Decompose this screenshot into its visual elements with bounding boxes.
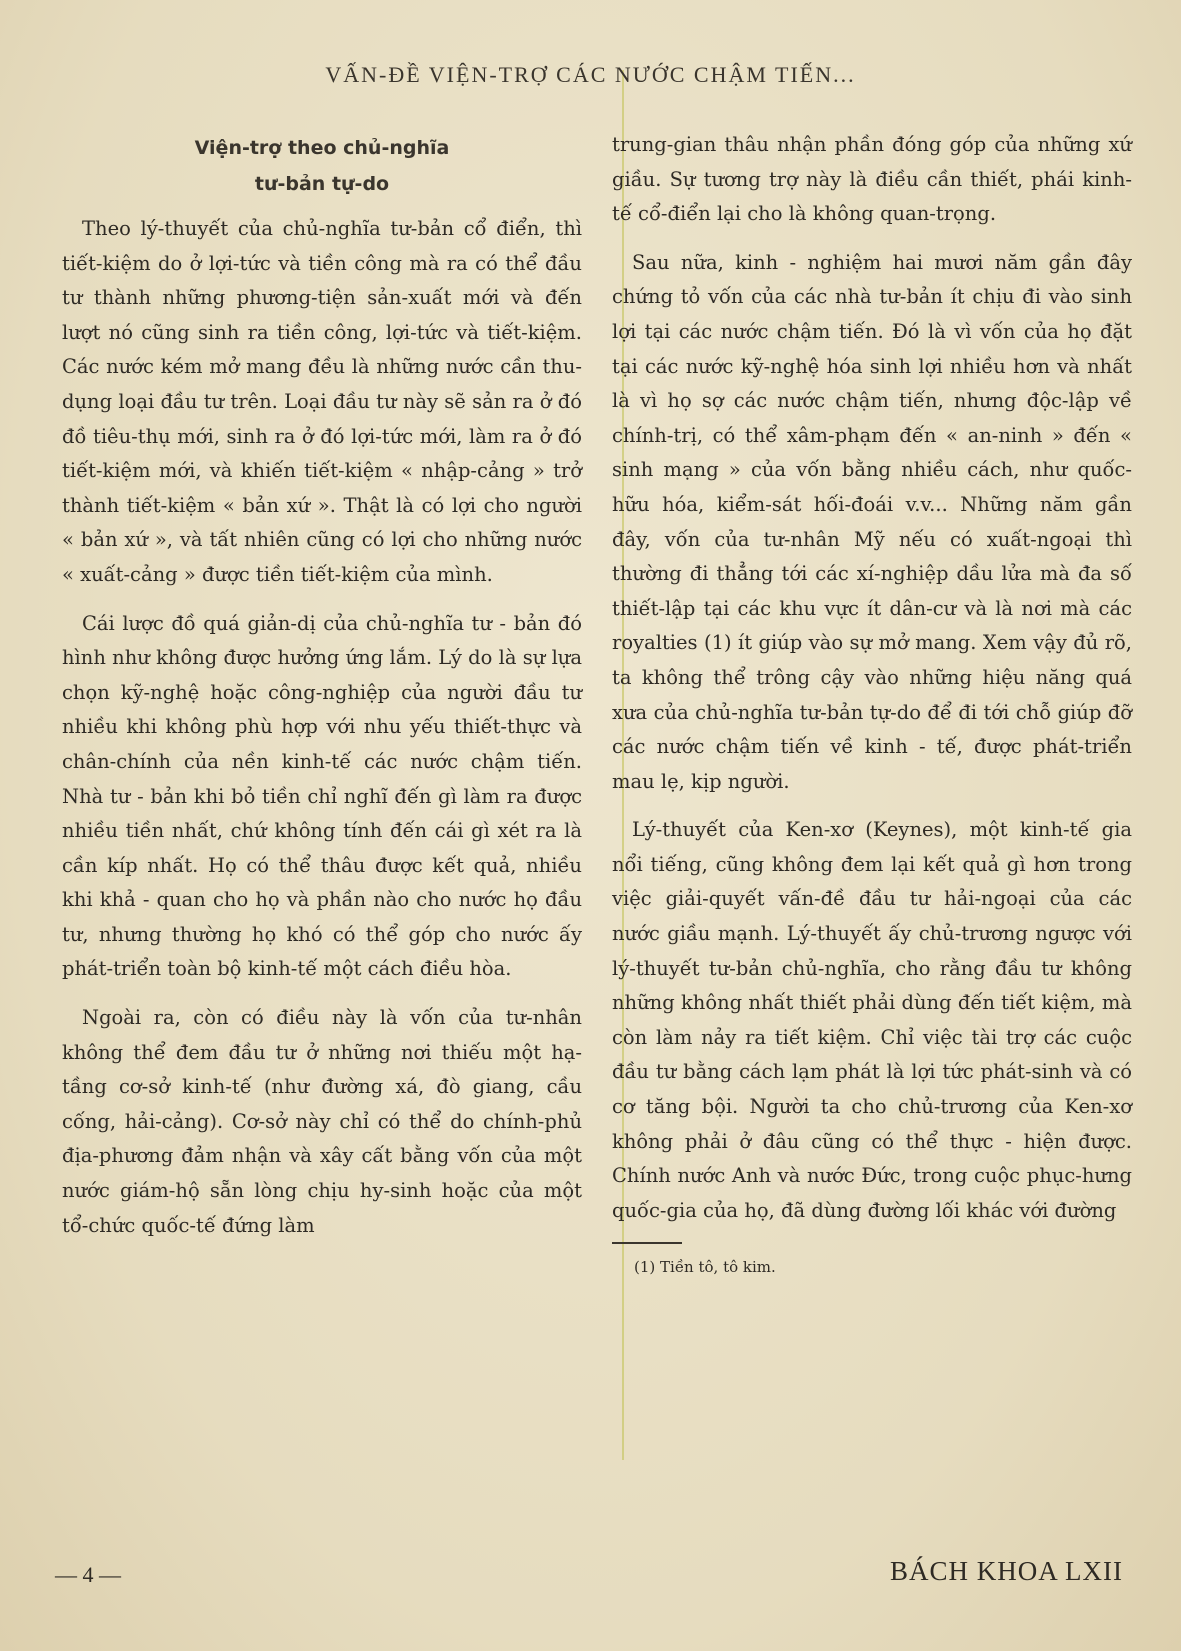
left-column [62, 130, 582, 1257]
section-title [62, 130, 582, 202]
footnote: (1) Tiền tô, tô kim. [634, 1258, 776, 1277]
paragraph: trung-gian thâu nhận phần đóng góp của những xứ giầu. Sự tương trợ này là điều cần thiết, phái kinh-tế cổ-điển lại cho là không quan-trọng. [612, 133, 1132, 226]
running-title: VẤN-ĐỀ VIỆN-TRỢ CÁC NƯỚC CHẬM TIẾN... [325, 62, 856, 87]
right-column [612, 128, 1132, 1278]
paragraph: Theo lý-thuyết của chủ-nghĩa tư-bản cổ điển, thì tiết-kiệm do ở lợi-tức và tiền công mà ra có thể đầu tư thành những phương-tiện sản-xuất mới và đến lượt nó cũng sinh ra tiền công, lợi-tức và tiết-kiệm. Các nước kém mở mang đều là những nước cần thu-dụng loại đầu tư trên. Loại đầu tư này sẽ sản ra ở đó đồ tiêu-thụ mới, sinh ra ở đó lợi-tức mới, làm ra ở đó tiết-kiệm mới, và khiến tiết-kiệm « nhập-cảng » trở thành tiết-kiệm « bản xứ ». Thật là có lợi cho người « bản xứ », và tất nhiên cũng có lợi cho những nước « xuất-cảng » được tiền tiết-kiệm của mình. [62, 217, 582, 586]
section-title-line-2: tư-bản tự-do [254, 173, 390, 195]
page-number: — 4 — [55, 1562, 121, 1587]
journal-issue: BÁCH KHOA LXII [890, 1556, 1123, 1586]
paragraph: Sau nữa, kinh - nghiệm hai mươi năm gần đây chứng tỏ vốn của các nhà tư-bản ít chịu đi vào sinh lợi tại các nước chậm tiến. Đó là vì vốn của họ đặt tại các nước kỹ-nghệ hóa sinh lợi nhiều hơn và nhất là vì họ sợ các nước chậm tiến, nhưng độc-lập về chính-trị, có thể xâm-phạm đến « an-ninh » đến « sinh mạng » của vốn bằng nhiều cách, như quốc-hữu hóa, kiểm-sát hối-đoái v.v... Những năm gần đây, vốn của tư-nhân Mỹ nếu có xuất-ngoại thì thường đi thẳng tới các xí-nghiệp dầu lửa mà đa số thiết-lập tại các khu vực ít dân-cư và là nơi mà các royalties (1) ít giúp vào sự mở mang. Xem vậy đủ rõ, ta không thể trông cậy vào những hiệu năng quá xưa của chủ-nghĩa tư-bản tự-do để đi tới chỗ giúp đỡ các nước chậm tiến về kinh - tế, được phát-triển mau lẹ, kịp người. [612, 250, 1132, 793]
paragraph: Ngoài ra, còn có điều này là vốn của tư-nhân không thể đem đầu tư ở những nơi thiếu một hạ-tầng cơ-sở kinh-tế (như đường xá, đò giang, cầu cống, hải-cảng). Cơ-sở này chỉ có thể do chính-phủ địa-phương đảm nhận và xây cất bằng vốn của một nước giám-hộ sẵn lòng chịu hy-sinh hoặc của một tổ-chức quốc-tế đứng làm [62, 1006, 582, 1237]
paragraph: Cái lược đồ quá giản-dị của chủ-nghĩa tư - bản đó hình như không được hưởng ứng lắm. Lý do là sự lựa chọn kỹ-nghệ hoặc công-nghiệp của người đầu tư nhiều khi không phù hợp với nhu yếu thiết-thực và chân-chính của nền kinh-tế các nước chậm tiến. Nhà tư - bản khi bỏ tiền chỉ nghĩ đến gì làm ra được nhiều tiền nhất, chứ không tính đến cái gì xét ra là cần kíp nhất. Họ có thể thâu được kết quả, nhiều khi khả - quan cho họ và phần nào cho nước họ đầu tư, nhưng thường họ khó có thể góp cho nước ấy phát-triển toàn bộ kinh-tế một cách điều hòa. [62, 611, 582, 981]
paragraph: Lý-thuyết của Ken-xơ (Keynes), một kinh-tế gia nổi tiếng, cũng không đem lại kết quả gì hơn trong việc giải-quyết vấn-đề đầu tư hải-ngoại của các nước giầu mạnh. Lý-thuyết ấy chủ-trương ngược với lý-thuyết tư-bản chủ-nghĩa, cho rằng đầu tư không những không nhất thiết phải dùng đến tiết kiệm, mà còn làm nảy ra tiết kiệm. Chỉ việc tài trợ các cuộc đầu tư bằng cách lạm phát là lợi tức phát-sinh và có cơ tăng bội. Người ta cho chủ-trương của Ken-xơ không phải ở đâu cũng có thể thực - hiện được. Chính nước Anh và nước Đức, trong cuộc phục-hưng quốc-gia của họ, đã dùng đường lối khác với đường [612, 818, 1132, 1222]
section-title-line-1: Viện-trợ theo chủ-nghĩa [194, 137, 450, 159]
footnote-rule [612, 1242, 682, 1244]
